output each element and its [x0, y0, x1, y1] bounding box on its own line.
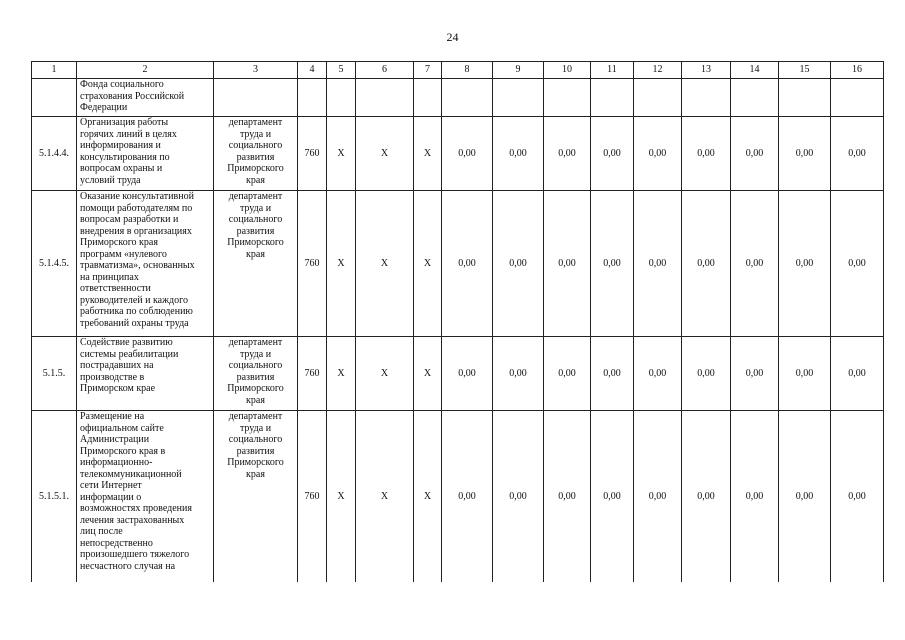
item-description	[77, 411, 214, 583]
grbs-code: 760	[298, 117, 327, 191]
amount-cell: 0,00	[442, 337, 493, 411]
item-executor	[214, 411, 298, 583]
header-cell: 14	[731, 62, 779, 79]
item-description	[77, 117, 214, 191]
executor-line: Приморского	[227, 237, 284, 248]
header-cell: 1	[32, 62, 77, 79]
item-executor	[214, 117, 298, 191]
executor-line: развития	[236, 225, 275, 237]
description-line: Приморском крае	[80, 383, 156, 394]
amount-cell: 0,00	[634, 191, 682, 337]
description-line: работника по соблюдению	[80, 306, 193, 317]
executor-line: социального	[228, 140, 283, 151]
header-cell: 3	[214, 62, 298, 79]
description-line: возможностях проведения	[80, 503, 192, 514]
amount-cell: 0,00	[634, 117, 682, 191]
col-6-value: X	[356, 191, 414, 337]
executor-line: департамент	[228, 117, 283, 128]
executor-line: департамент	[228, 411, 283, 422]
grbs-code: 760	[298, 337, 327, 411]
description-line: внедрения в организациях	[80, 225, 192, 237]
header-cell: 6	[356, 62, 414, 79]
executor-line: развития	[236, 371, 275, 383]
description-line: Администрации	[80, 434, 150, 445]
amount-cell: 0,00	[682, 411, 731, 583]
executor-line: социального	[228, 434, 283, 445]
col-6-value: X	[356, 117, 414, 191]
item-description	[77, 79, 214, 117]
header-cell: 7	[414, 62, 442, 79]
amount-cell: 0,00	[591, 117, 634, 191]
amount-cell	[591, 79, 634, 117]
executor-line: края	[246, 174, 265, 186]
grbs-code: 760	[298, 411, 327, 583]
col-5-value: X	[327, 117, 356, 191]
table-body	[32, 79, 884, 583]
col-7-value: X	[414, 411, 442, 583]
description-line: произошедшего тяжелого	[80, 549, 190, 560]
amount-cell: 0,00	[682, 191, 731, 337]
amount-cell: 0,00	[731, 411, 779, 583]
table-row	[32, 79, 884, 117]
header-cell: 8	[442, 62, 493, 79]
description-line: пострадавших на	[80, 360, 154, 371]
executor-line: труда и	[239, 128, 272, 140]
amount-cell: 0,00	[731, 191, 779, 337]
amount-cell: 0,00	[779, 337, 831, 411]
amount-cell: 0,00	[779, 191, 831, 337]
item-executor	[214, 337, 298, 411]
header-cell: 10	[544, 62, 591, 79]
amount-cell: 0,00	[544, 337, 591, 411]
col-5-value: X	[327, 191, 356, 337]
amount-cell: 0,00	[779, 411, 831, 583]
amount-cell: 0,00	[731, 337, 779, 411]
executor-line: развития	[236, 445, 275, 457]
description-line: Размещение на	[80, 411, 145, 422]
description-line: информирования и	[80, 140, 161, 151]
amount-cell: 0,00	[591, 191, 634, 337]
budget-table	[31, 61, 884, 582]
amount-cell: 0,00	[493, 337, 544, 411]
amount-cell: 0,00	[634, 337, 682, 411]
table-row	[32, 411, 884, 583]
executor-line: департамент	[228, 191, 283, 202]
amount-cell: 0,00	[831, 117, 884, 191]
header-cell: 13	[682, 62, 731, 79]
amount-cell: 0,00	[493, 117, 544, 191]
amount-cell: 0,00	[779, 117, 831, 191]
item-executor	[214, 79, 298, 117]
col-7-value: X	[414, 117, 442, 191]
item-description	[77, 337, 214, 411]
header-row	[32, 62, 884, 79]
amount-cell: 0,00	[591, 337, 634, 411]
item-code: 5.1.5.1.	[32, 411, 77, 583]
description-line: Организация работы	[80, 117, 169, 128]
description-line: информационно-	[80, 457, 153, 468]
amount-cell: 0,00	[831, 337, 884, 411]
grbs-code: 760	[298, 191, 327, 337]
amount-cell	[493, 79, 544, 117]
executor-line: Приморского	[227, 457, 284, 468]
table-row	[32, 191, 884, 337]
header-cell: 11	[591, 62, 634, 79]
executor-line: края	[246, 468, 265, 480]
executor-line: труда и	[239, 202, 272, 214]
header-cell: 5	[327, 62, 356, 79]
header-cell: 16	[831, 62, 884, 79]
description-line: травматизма», основанных	[80, 260, 195, 271]
item-code: 5.1.4.4.	[32, 117, 77, 191]
description-line: несчастного случая на	[80, 560, 176, 572]
header-cell: 2	[77, 62, 214, 79]
col-7-value: X	[414, 337, 442, 411]
amount-cell	[779, 79, 831, 117]
header-cell: 4	[298, 62, 327, 79]
description-line: Приморского края в	[80, 445, 166, 457]
description-line: Содействие развитию	[80, 337, 173, 348]
col-6-value	[356, 79, 414, 117]
grbs-code	[298, 79, 327, 117]
description-line: помощи работодателям по	[80, 202, 193, 214]
executor-line: развития	[236, 151, 275, 163]
header-cell: 9	[493, 62, 544, 79]
amount-cell: 0,00	[442, 117, 493, 191]
description-line: ответственности	[80, 283, 151, 294]
description-line: на принципах	[80, 271, 139, 283]
amount-cell: 0,00	[544, 191, 591, 337]
col-5-value: X	[327, 337, 356, 411]
amount-cell: 0,00	[831, 411, 884, 583]
description-line: лечения застрахованных	[80, 514, 185, 526]
amount-cell: 0,00	[493, 411, 544, 583]
description-line: непосредственно	[80, 537, 153, 549]
amount-cell: 0,00	[442, 191, 493, 337]
item-code: 5.1.5.	[32, 337, 77, 411]
col-6-value: X	[356, 337, 414, 411]
amount-cell: 0,00	[544, 117, 591, 191]
description-line: руководителей и каждого	[80, 294, 188, 306]
item-code	[32, 79, 77, 117]
executor-line: труда и	[239, 422, 272, 434]
amount-cell	[831, 79, 884, 117]
description-line: Федерации	[80, 102, 128, 113]
page-number: 24	[446, 30, 459, 44]
executor-line: социального	[228, 214, 283, 225]
amount-cell	[682, 79, 731, 117]
description-line: Приморского края	[80, 237, 158, 248]
amount-cell	[544, 79, 591, 117]
description-line: условий труда	[80, 174, 141, 186]
description-line: горячих линий в целях	[80, 128, 177, 140]
col-7-value	[414, 79, 442, 117]
description-line: вопросам разработки и	[80, 214, 179, 225]
description-line: требований охраны труда	[80, 317, 189, 329]
amount-cell: 0,00	[493, 191, 544, 337]
table-row	[32, 337, 884, 411]
description-line: лиц после	[80, 526, 123, 537]
amount-cell	[442, 79, 493, 117]
description-line: вопросам охраны и	[80, 163, 163, 174]
header-cell: 15	[779, 62, 831, 79]
description-line: Оказание консультативной	[80, 191, 194, 202]
description-line: Фонда социального	[80, 79, 164, 90]
amount-cell: 0,00	[544, 411, 591, 583]
description-line: программ «нулевого	[80, 248, 167, 260]
amount-cell: 0,00	[591, 411, 634, 583]
description-line: системы реабилитации	[80, 348, 179, 360]
amount-cell: 0,00	[634, 411, 682, 583]
col-5-value: X	[327, 411, 356, 583]
executor-line: Приморского	[227, 163, 284, 174]
description-line: сети Интернет	[80, 480, 142, 491]
executor-line: социального	[228, 360, 283, 371]
col-6-value: X	[356, 411, 414, 583]
description-line: официальном сайте	[80, 422, 164, 434]
amount-cell: 0,00	[682, 117, 731, 191]
executor-line: края	[246, 248, 265, 260]
amount-cell	[634, 79, 682, 117]
amount-cell: 0,00	[682, 337, 731, 411]
amount-cell: 0,00	[731, 117, 779, 191]
description-line: информации о	[80, 491, 142, 503]
col-7-value: X	[414, 191, 442, 337]
description-line: производстве в	[80, 371, 145, 383]
amount-cell	[731, 79, 779, 117]
table-row	[32, 117, 884, 191]
executor-line: Приморского	[227, 383, 284, 394]
description-line: телекоммуникационной	[80, 468, 182, 480]
description-line: консультирования по	[80, 151, 170, 163]
description-line: страхования Российской	[80, 90, 185, 102]
executor-line: края	[246, 394, 265, 406]
col-5-value	[327, 79, 356, 117]
amount-cell: 0,00	[831, 191, 884, 337]
header-cell: 12	[634, 62, 682, 79]
amount-cell: 0,00	[442, 411, 493, 583]
executor-line: труда и	[239, 348, 272, 360]
item-code: 5.1.4.5.	[32, 191, 77, 337]
executor-line: департамент	[228, 337, 283, 348]
item-description	[77, 191, 214, 337]
item-executor	[214, 191, 298, 337]
